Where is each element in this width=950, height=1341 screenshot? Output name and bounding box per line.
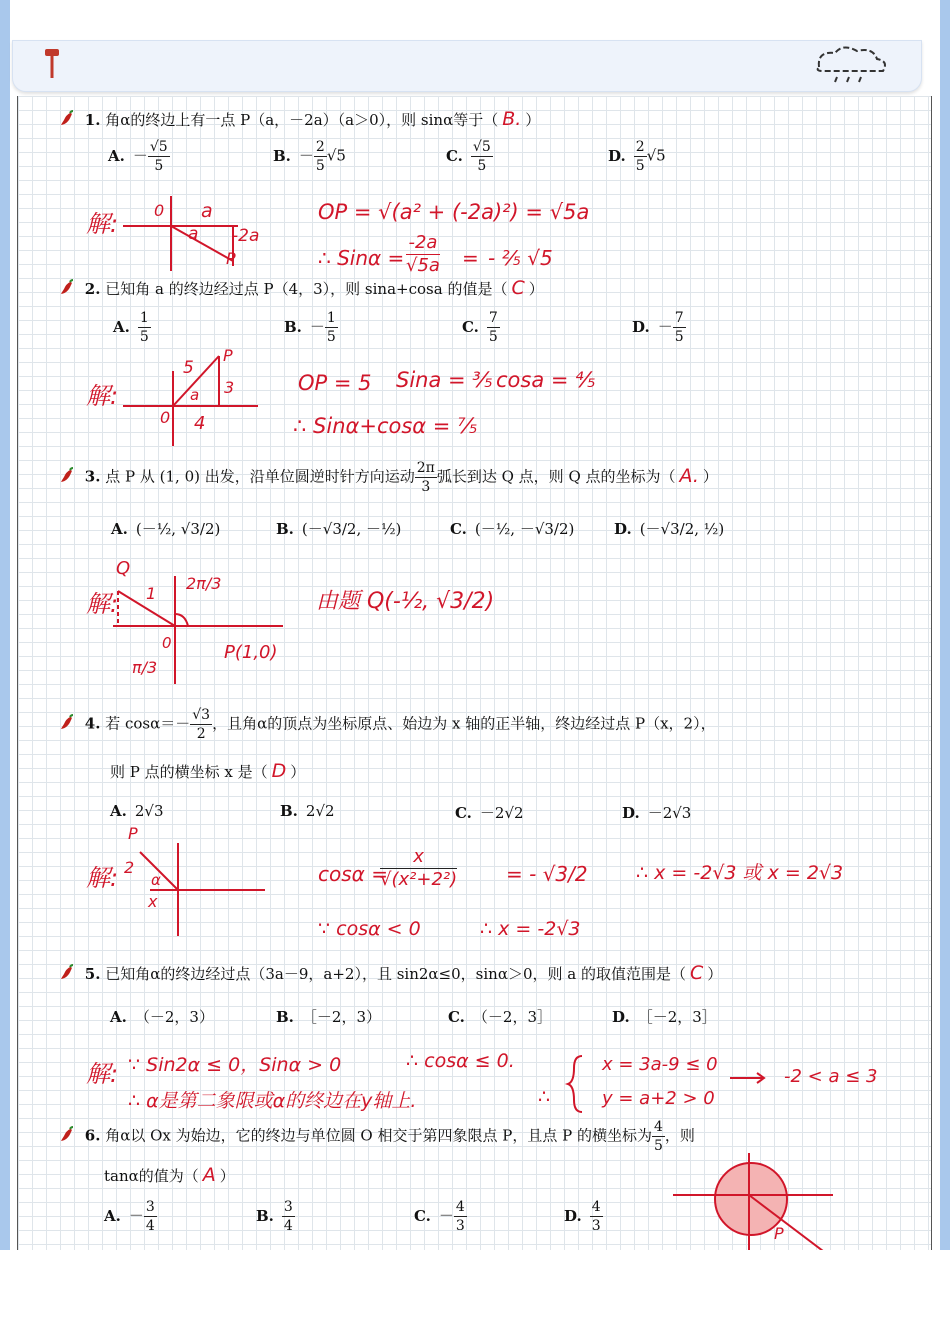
arrow-icon	[730, 1072, 770, 1084]
option-c: C. $\frac{√5}{5}$	[446, 139, 491, 174]
work-text: x = 3a-9 ≤ 0	[602, 1054, 718, 1075]
work-text: ∴ Sinα =	[318, 246, 405, 270]
work-label: 解:	[86, 382, 119, 410]
work-text: P	[223, 346, 233, 365]
work-text: Sina = ³⁄₅	[396, 368, 493, 392]
work-text: ∴ Sinα+cosα = ⁷⁄₅	[293, 414, 478, 438]
work-text: 3	[224, 378, 235, 397]
question-5: 5. 已知角α的终边经过点（3a－9，a+2），且 sin2α≤0，sinα＞0，则 a 的取值范围是（ C ）	[58, 962, 722, 984]
question-3: 3. 点 P 从 (1, 0) 出发，沿单位圆逆时针方向运动 $\frac{2\pi}{3}$ 弧长到达 Q 点，则 Q 点的坐标为（ A. ）	[58, 461, 718, 494]
work-text: ∴ cosα ≤ 0.	[406, 1050, 515, 1072]
option-c: C. －2√2	[455, 804, 524, 822]
question-4-line2: 则 P 点的横坐标 x 是（ D ）	[110, 760, 306, 782]
option-c: C. (－½, －√3/2)	[450, 520, 575, 538]
work-label: 解:	[86, 864, 119, 892]
chili-icon	[58, 1126, 76, 1144]
top-toolbar	[12, 40, 922, 92]
option-b: B. (－√3/2, －½)	[276, 520, 402, 538]
question-6-line2: tanα的值为（ A ）	[104, 1164, 235, 1186]
pin-icon[interactable]	[41, 47, 63, 81]
handwritten-answer: C	[511, 277, 525, 299]
option-a: A. 2√3	[110, 802, 164, 820]
work-text: y = a+2 > 0	[602, 1088, 715, 1109]
option-b: B. ［－2，3）	[276, 1008, 381, 1026]
work-label: 解:	[86, 590, 119, 618]
question-6: 6. 角α以 Ox 为始边，它的终边与单位圆 O 相交于第四象限点 P，且点 P 的横坐标为 $\frac{4}{5}$ ，则	[58, 1120, 695, 1153]
handwritten-answer: B.	[502, 108, 522, 130]
handwritten-answer: C	[689, 962, 704, 984]
work-text: 1	[146, 584, 157, 603]
work-text: P	[128, 824, 138, 843]
work-text: α	[151, 871, 161, 889]
work-fraction: $\frac{-2a}{√5a}$	[406, 232, 440, 276]
option-c: C. － $\frac{4}{3}$	[414, 1199, 465, 1234]
work-text: a	[201, 200, 213, 222]
work-text: ∵ Sin2α ≤ 0，Sinα > 0	[128, 1054, 342, 1076]
work-text: 4	[194, 413, 206, 434]
option-d: D. $\frac{4}{3}$	[564, 1199, 601, 1234]
worksheet-page	[17, 96, 932, 1250]
work-text: OP = 5	[298, 371, 372, 395]
option-d: D. (－√3/2, ½)	[614, 520, 725, 538]
option-a: A. － $\frac{3}{4}$	[104, 1199, 155, 1234]
option-a: A. $\frac{1}{5}$	[113, 310, 149, 345]
chili-icon	[58, 110, 76, 128]
handwritten-answer: A	[202, 1164, 216, 1186]
work-text: P	[774, 1224, 784, 1243]
option-d: D. $\frac{2}{5}$ √5	[608, 139, 666, 174]
work-text: P	[226, 249, 236, 268]
work-text: ∵ cosα < 0	[318, 918, 421, 940]
work-text: a	[190, 386, 200, 404]
unit-circle-sketch	[673, 1151, 843, 1250]
work-text: 0	[160, 408, 171, 427]
question-text: 角α的终边上有一点 P（a，－2a）（a＞0），则 sinα等于（	[105, 111, 499, 129]
option-d: D. ［－2，3］	[612, 1008, 717, 1026]
question-1	[58, 108, 540, 130]
work-text: ∴ x = -2√3	[480, 918, 581, 940]
option-b: B. $\frac{3}{4}$	[256, 1199, 293, 1234]
work-text: x	[148, 892, 158, 911]
work-text: ∴ x = -2√3 或 x = 2√3	[636, 862, 844, 884]
work-text: 2	[124, 858, 135, 877]
option-d: D. －2√3	[622, 804, 692, 822]
cloud-rain-icon[interactable]	[811, 45, 891, 85]
option-a: A. (－½, √3/2)	[111, 520, 221, 538]
work-text: cosa = ⁴⁄₅	[496, 368, 596, 392]
chili-icon	[58, 964, 76, 982]
chili-icon	[58, 467, 76, 485]
option-b: B. 2√2	[280, 802, 335, 820]
work-text: - ²⁄₅ √5	[488, 246, 553, 270]
question-2: 2. 已知角 a 的终边经过点 P（4，3），则 sina+cosa 的值是（ C ）	[58, 277, 544, 299]
option-b: B. － $\frac{2}{5}$ √5	[273, 139, 346, 174]
right-frame	[940, 0, 950, 1250]
work-text: OP = √(a² + (-2a)²) = √5a	[318, 200, 590, 224]
work-text: P(1,0)	[224, 642, 278, 663]
work-text: 5	[183, 358, 194, 378]
option-c: C. $\frac{7}{5}$	[462, 310, 498, 345]
work-text: ∴	[538, 1086, 551, 1108]
work-text: Q	[116, 558, 131, 579]
chili-icon	[58, 714, 76, 732]
work-text: π/3	[132, 658, 158, 677]
page-bottom-blank	[0, 1250, 950, 1341]
work-label: 解:	[86, 210, 119, 238]
work-text: -2a	[232, 226, 260, 246]
chili-icon	[58, 279, 76, 297]
work-text: -2 < a ≤ 3	[784, 1066, 878, 1087]
work-text: =	[462, 246, 479, 270]
work-label: 解:	[86, 1060, 119, 1088]
question-text-end: ）	[525, 111, 541, 129]
work-text: cosα =	[318, 862, 388, 886]
work-text: ∴ α是第二象限或α的终边在y轴上.	[128, 1090, 417, 1112]
question-number: 1.	[84, 111, 101, 129]
work-text: 2π/3	[186, 574, 222, 593]
brace	[566, 1054, 586, 1114]
work-text: a	[188, 224, 199, 244]
option-d: D. － $\frac{7}{5}$	[632, 310, 684, 345]
option-a: A. － $\frac{√5}{5}$	[108, 139, 168, 174]
option-b: B. － $\frac{1}{5}$	[284, 310, 336, 345]
work-text: 0	[154, 201, 165, 220]
option-a: A. （－2，3）	[110, 1008, 214, 1026]
handwritten-answer: D	[271, 760, 287, 782]
handwritten-answer: A.	[679, 464, 699, 487]
work-text: 由题 Q(-½, √3/2)	[316, 589, 495, 614]
left-frame	[0, 0, 10, 1250]
work-text: = - √3/2	[506, 862, 588, 886]
option-c: C. （－2，3］	[448, 1008, 552, 1026]
work-text: 0	[162, 634, 172, 652]
work-fraction: $\frac{x}{\text{√(x²+2²)}}$	[380, 846, 458, 890]
question-4: 4. 若 cosα＝－ $\frac{√3}{2}$ ，且角α的顶点为坐标原点、始边为 x 轴的正半轴，终边经过点 P（x，2），	[58, 708, 716, 741]
